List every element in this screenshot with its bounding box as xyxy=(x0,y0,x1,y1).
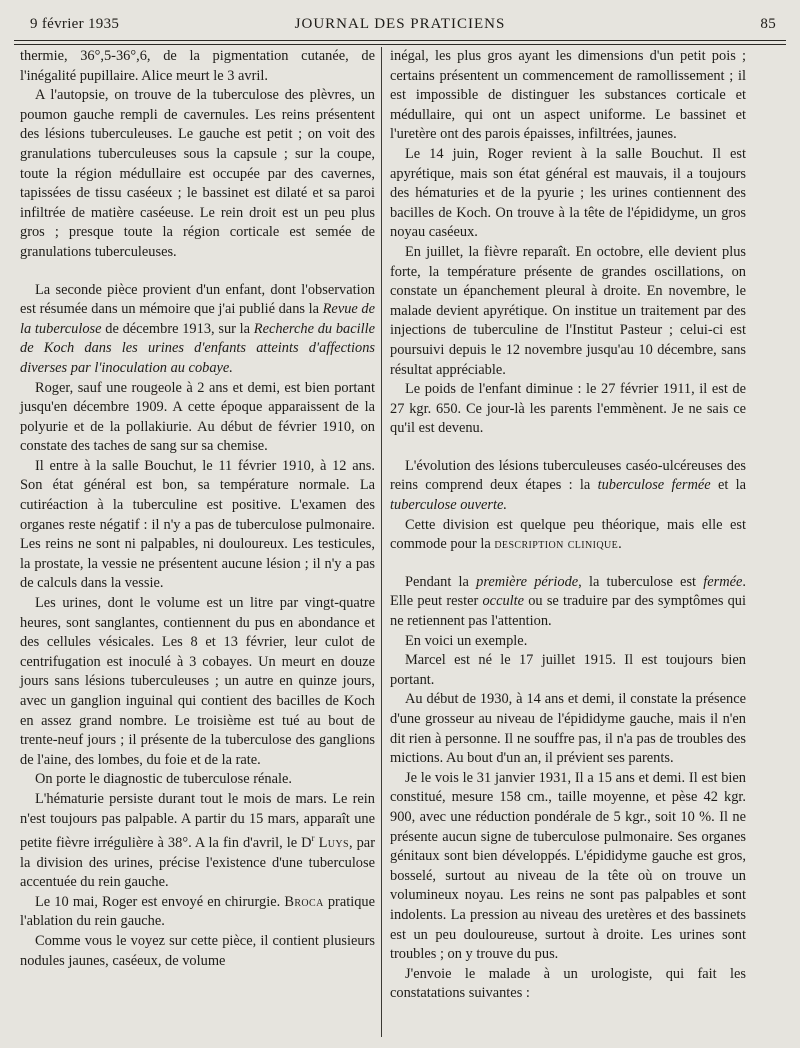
paragraph: A l'autopsie, on trouve de la tuberculose des plèvres, un poumon gauche rempli de cavernules. Les reins présentent des lésions tuberculeuses. Le gauche est petit ; on voit des granulations tuberculeuses sous la capsule ; sur la coupe, toute la région médullaire est occupée par des cavernes, tapissées de tissu caséeux ; le bassinet est dilaté et sa paroi infiltrée de matière caséeuse. Le rein droit est un peu plus gros ; presque toute la région corticale est semée de granulations tuberculeuses. xyxy=(20,87,375,260)
paragraph: Les urines, dont le volume est un litre par vingt-quatre heures, sont sanglantes, contiennent du pus en abondance et des cellules vésicales. Les 8 et 13 février, leur culot de centrifugation est inoculé à 3 cobayes. Un meurt en douze jours sans lésions tuberculeuses ; un autre en quinze jours, avec un ganglion inguinal qui contient des bacilles de Koch en assez grand nombre. Le troisième est tué au bout de trente-neuf jours ; il présente de la tuberculose des ganglions de l'aine, des lombes, du foie et de la rate. xyxy=(20,595,375,768)
paragraph: Le 14 juin, Roger revient à la salle Bouchut. Il est apyrétique, mais son état général est mauvais, il a toujours des hématuries et de la pyurie ; les urines contiennent des bacilles de Koch. On trouve à la tête de l'épididyme, un gros noyau caséeux. xyxy=(390,145,746,241)
paragraph: On porte le diagnostic de tuberculose rénale. xyxy=(35,771,292,788)
paragraph: Roger, sauf une rougeole à 2 ans et demi, est bien portant jusqu'en décembre 1909. A cette époque apparaissent de la polyurie et de la pollakiurie. Au début de février 1910, on constate des taches de sang sur sa chemise. xyxy=(20,379,375,455)
paragraph: En juillet, la fièvre reparaît. En octobre, elle devient plus forte, la température présente de grandes oscillations, on constate un épanchement pleural à droite. En novembre, le malade devient apyrétique. On institue un traitement par des injections de tuberculine de l'Institut Pasteur ; celui-ci est poursuivi depuis le 12 novembre jusqu'au 10 décembre, sans résultat appréciable. xyxy=(390,243,746,378)
surgeon-name: Broca xyxy=(284,893,324,910)
paragraph: Au début de 1930, à 14 ans et demi, il constate la présence d'une grosseur au niveau de l'épididyme gauche, mais il n'en dit rien à personne. Il ne souffre pas, il n'a pas de troubles des mictions. Au bout d'un an, il prévient ses parents. xyxy=(390,691,746,767)
column-divider xyxy=(381,47,382,1037)
memoir-title: Recherche du bacille de Koch dans les urines d'enfants atteints d'affections diverses par l'inoculation au cobaye. xyxy=(20,320,375,376)
right-column xyxy=(390,47,746,1004)
header-rule xyxy=(14,40,786,41)
left-column xyxy=(20,47,375,971)
paragraph: Marcel est né le 17 juillet 1915. Il est toujours bien portant. xyxy=(390,652,746,688)
paragraph: En voici un exemple. xyxy=(405,632,528,649)
header-rule-thin xyxy=(14,44,786,45)
paragraph: thermie, 36°,5-36°,6, de la pigmentation cutanée, de l'inégalité pupillaire. Alice meurt le 3 avril. xyxy=(20,48,375,84)
paragraph: Comme vous le voyez sur cette pièce, il contient plusieurs nodules jaunes, caséeux, de volume xyxy=(20,932,375,969)
journal-title: JOURNAL DES PRATICIENS xyxy=(294,16,506,32)
paragraph: La seconde pièce provient d'un enfant, dont l'observation est résumée dans un mémoire que j'ai publié dans la Revue de la tuberculose de décembre 1913, sur la Recherche du bacille de Koch dans les urines d'enfants atteints d'affections diverses par l'inoculation au cobaye. xyxy=(20,281,376,376)
paragraph: Je le vois le 31 janvier 1931, Il a 15 ans et demi. Il est bien constitué, mesure 158 cm., taille moyenne, et pèse 42 kgr. 900, avec une réduction pondérale de 5 kgr., soit 10 %. Il ne présente aucun signe de tuberculose pulmonaire. Ses organes génitaux sont bien développés. L'épididyme gauche est gros, bosselé, surtout au niveau de la tête où on trouve un volumineux noyau. Les reins ne sont pas palpables et sont indolents. La pression au niveau des uretères et des bassinets est un peu douloureuse, surtout à droite. Les urines sont troubles ; on y trouve du pus. xyxy=(390,769,746,963)
doctor-name: Luys xyxy=(318,834,349,851)
paragraph: Pendant la première période, la tuberculose est fermée. Elle peut rester occulte ou se traduire par des symptômes qui ne retiennent pas l'attention. xyxy=(390,573,746,630)
page-header xyxy=(20,14,780,38)
paragraph: Il entre à la salle Bouchut, le 11 février 1910, à 12 ans. Son état général est bon, sa température normale. La cutiréaction à la tuberculine est positive. L'examen des organes reste négatif : il n'y a pas de tuberculose pulmonaire. Les reins ne sont ni palpables, ni douloureux. Les testicules, la prostate, la vessie ne présentent aucune lésion ; il n'y a pas de calculs dans la vessie. xyxy=(20,457,375,592)
paragraph: J'envoie le malade à un urologiste, qui fait les constatations suivantes : xyxy=(390,965,746,1002)
paragraph: inégal, les plus gros ayant les dimensions d'un petit pois ; certains présentent un commencement de ramollissement ; il est impossible de distinguer les substances corticale et médullaire, qui ont un aspect uniforme. Le bassinet et l'uretère ont des parois épaisses, infiltrées, jaunes. xyxy=(390,48,746,143)
paragraph: Le poids de l'enfant diminue : le 27 février 1911, il est de 27 kgr. 650. Ce jour-là les parents l'emmènent. Je ne sais ce qu'il est devenu. xyxy=(390,381,746,437)
paragraph: L'évolution des lésions tuberculeuses caséo-ulcéreuses des reins comprend deux étapes : la tuberculose fermée et la tuberculose ouverte. xyxy=(390,457,747,514)
paragraph: Le 10 mai, Roger est envoyé en chirurgie. Broca pratique l'ablation du rein gauche. xyxy=(20,893,375,930)
page-number: 85 xyxy=(760,16,776,32)
journal-reference: Revue de la tuberculose xyxy=(20,301,376,337)
issue-date: 9 février 1935 xyxy=(30,16,120,32)
paragraph: Cette division est quelque peu théorique, mais elle est commode pour la description clinique. xyxy=(390,516,746,553)
paragraph: L'hématurie persiste durant tout le mois de mars. Le rein n'est toujours pas palpable. A partir du 15 mars, apparaît une petite fièvre irrégulière à 38°. A la fin d'avril, le $D^r$ Luys, par la division des urines, précise l'existence d'une tuberculose accentuée du rein gauche. xyxy=(20,790,375,891)
